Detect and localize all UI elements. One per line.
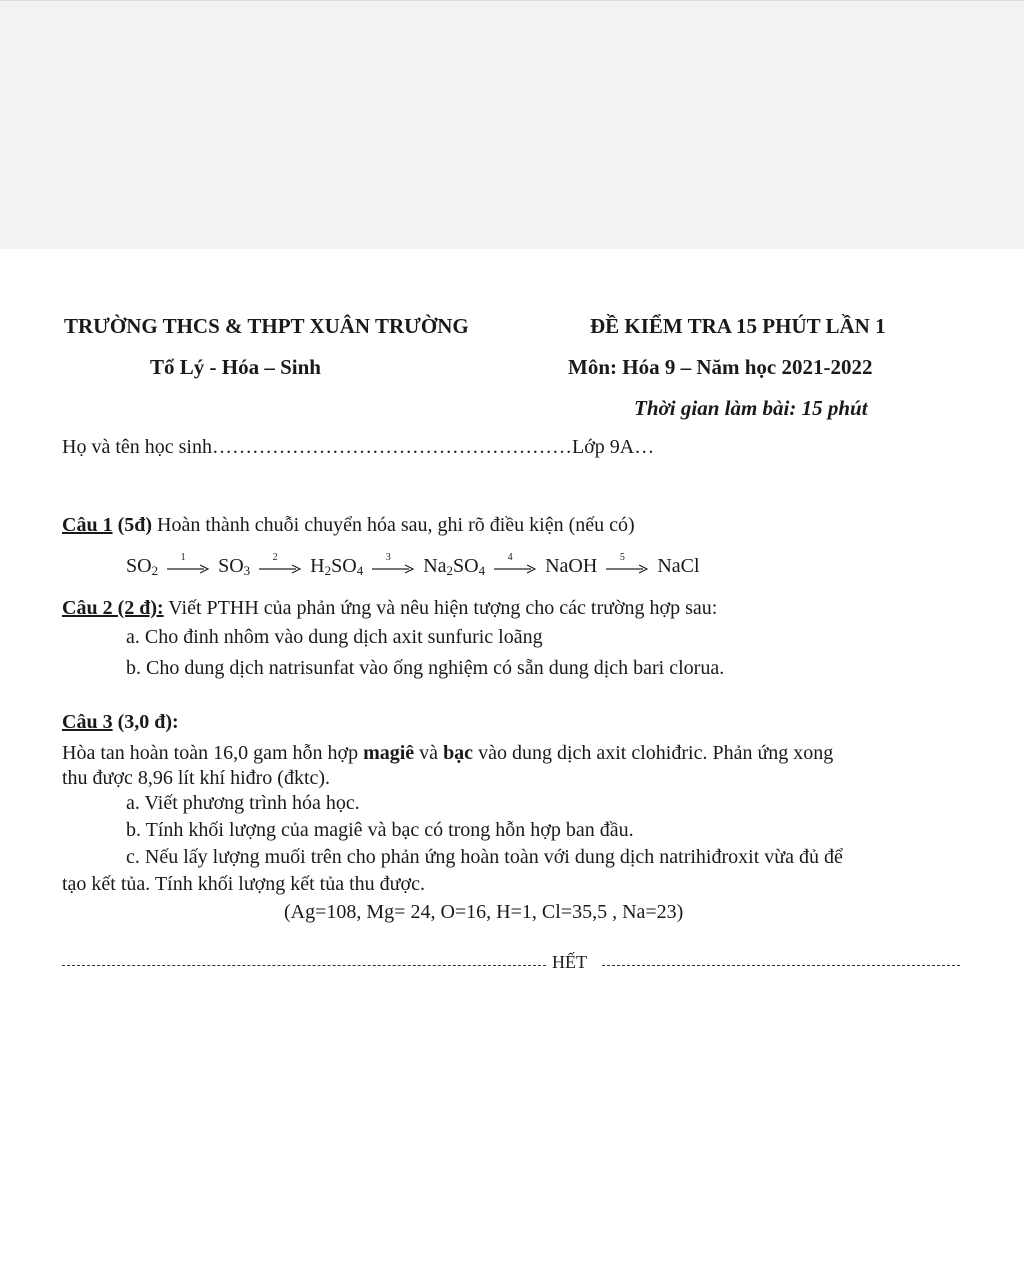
q3-bold-bac: bạc [443, 742, 474, 764]
exam-duration: Thời gian làm bài: 15 phút [634, 396, 868, 420]
chain-naoh: NaOH [545, 555, 598, 577]
q2-item-b: b. Cho dung dịch natrisunfat vào ống nghiệm có sẵn dung dịch bari clorua. [126, 657, 725, 679]
chain-h2so4: $H_2SO_4$ [310, 555, 364, 578]
subject-year: Môn: Hóa 9 – Năm học 2021-2022 [568, 355, 873, 379]
chain-na2so4: $Na_2SO_4$ [423, 555, 486, 578]
reaction-chain [126, 552, 700, 578]
end-divider [62, 952, 962, 974]
chain-so2: $SO_2$ [126, 555, 159, 578]
arrow-4: 4 [493, 557, 537, 577]
q3-paragraph-line-1: Hòa tan hoàn toàn 16,0 gam hỗn hợp magiê và bạc vào dung dịch axit clohiđric. Phản ứng xong [62, 742, 834, 764]
divider-left-line [62, 965, 546, 966]
q3-item-c-line-1: c. Nếu lấy lượng muối trên cho phản ứng hoàn toàn với dung dịch natrihiđroxit vừa đủ để [126, 846, 843, 868]
question-3 [62, 711, 179, 734]
q3-paragraph-line-2: thu được 8,96 lít khí hiđro (đktc). [62, 767, 331, 789]
top-blank-area [0, 0, 1024, 249]
q2-text: Viết PTHH của phản ứng và nêu hiện tượng cho các trường hợp sau: [163, 597, 718, 619]
q3-points: (3,0 đ): [117, 711, 179, 733]
arrow-3: 3 [371, 557, 415, 577]
q3-label: Câu 3 [62, 711, 113, 733]
chain-nacl: NaCl [657, 555, 700, 577]
q3-item-a: a. Viết phương trình hóa học. [126, 792, 360, 814]
q2-label: Câu 2 (2 đ): [62, 597, 164, 619]
q3-item-b: b. Tính khối lượng của magiê và bạc có trong hỗn hợp ban đầu. [126, 819, 634, 841]
q2-item-a: a. Cho đinh nhôm vào dung dịch axit sunfuric loãng [126, 626, 543, 648]
question-1 [62, 514, 635, 537]
q3-bold-magie: magiê [363, 742, 415, 764]
department: Tổ Lý - Hóa – Sinh [150, 355, 321, 379]
q1-text: Hoàn thành chuỗi chuyển hóa sau, ghi rõ điều kiện (nếu có) [157, 514, 635, 536]
chain-so3: $SO_3$ [218, 555, 251, 578]
end-label: HẾT [552, 952, 587, 972]
q1-points: (5đ) [117, 514, 153, 536]
arrow-5: 5 [605, 557, 649, 577]
atomic-masses: (Ag=108, Mg= 24, O=16, H=1, Cl=35,5 , Na=23) [284, 901, 684, 923]
exam-title: ĐỀ KIỂM TRA 15 PHÚT LẦN 1 [590, 314, 886, 338]
q3-item-c-line-2: tạo kết tủa. Tính khối lượng kết tủa thu được. [62, 873, 425, 895]
arrow-1: 1 [166, 557, 210, 577]
student-line [62, 436, 654, 459]
student-name-label: Họ và tên học sinh……………………………………………… [62, 436, 572, 458]
arrow-2: 2 [258, 557, 302, 577]
q1-label: Câu 1 [62, 514, 113, 536]
student-class-label: Lớp 9A… [571, 436, 655, 458]
question-2 [62, 597, 717, 620]
school-name: TRƯỜNG THCS & THPT XUÂN TRƯỜNG [64, 314, 469, 338]
divider-right-line [602, 965, 960, 966]
